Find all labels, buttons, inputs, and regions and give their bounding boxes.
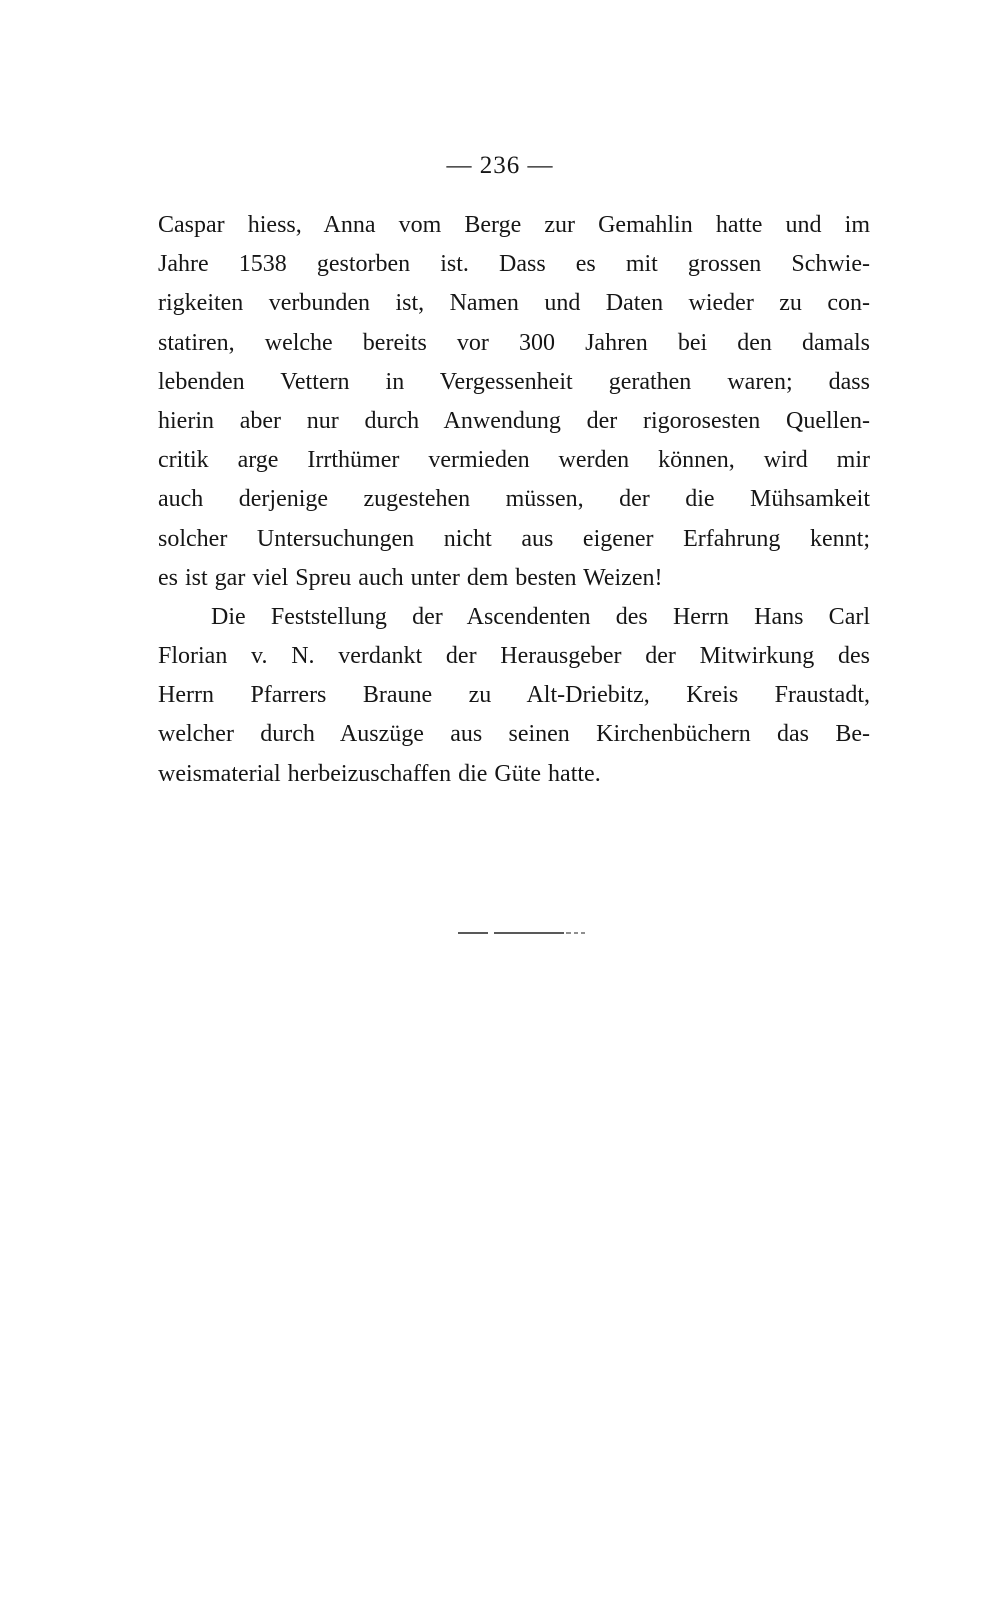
page-number: — 236 —	[446, 152, 554, 179]
text-line: lebenden Vettern in Vergessenheit gerathen waren; dass	[158, 368, 870, 395]
text-line: rigkeiten verbunden ist, Namen und Daten wieder zu con-	[158, 290, 870, 317]
paragraph	[158, 598, 870, 794]
text-line: weismaterial herbeizuschaffen die Güte hatte.	[158, 760, 601, 787]
text-line: Jahre 1538 gestorben ist. Dass es mit grossen Schwie-	[158, 251, 870, 278]
end-rule	[458, 928, 590, 938]
text-line: auch derjenige zugestehen müssen, der die Mühsamkeit	[158, 486, 870, 513]
text-line: es ist gar viel Spreu auch unter dem besten Weizen!	[158, 564, 663, 591]
text-line: hierin aber nur durch Anwendung der rigorosesten Quellen-	[158, 407, 870, 434]
text-line: welcher durch Auszüge aus seinen Kirchenbüchern das Be-	[158, 721, 870, 748]
text-line: solcher Untersuchungen nicht aus eigener Erfahrung kennt;	[158, 525, 870, 552]
text-line: Caspar hiess, Anna vom Berge zur Gemahlin hatte und im	[158, 212, 870, 238]
paragraph	[158, 206, 870, 598]
text-line: critik arge Irrthümer vermieden werden können, wird mir	[158, 447, 870, 474]
text-line: Herrn Pfarrers Braune zu Alt-Driebitz, Kreis Fraustadt,	[158, 682, 870, 709]
text-line: Die Feststellung der Ascendenten des Herrn Hans Carl	[211, 603, 870, 630]
text-line: Florian v. N. verdankt der Herausgeber der Mitwirkung des	[158, 643, 870, 670]
text-line: statiren, welche bereits vor 300 Jahren bei den damals	[158, 329, 870, 356]
body-text	[158, 206, 870, 794]
